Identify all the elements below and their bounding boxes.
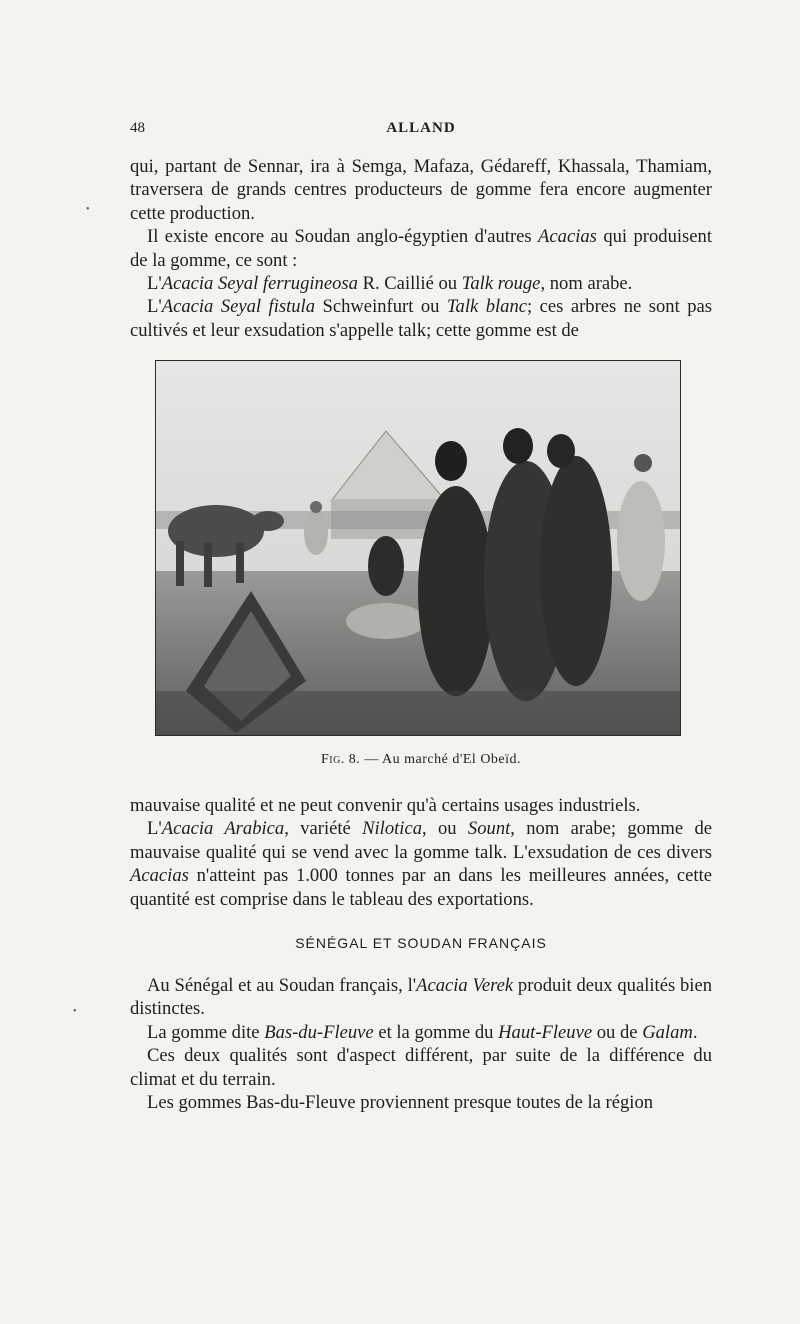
text-block-middle	[130, 794, 712, 911]
paragraph: Les gommes Bas-du-Fleuve proviennent presque toutes de la région	[147, 1092, 654, 1114]
paragraph: Ces deux qualités sont d'aspect différent, par suite de la différence du climat et du terrain.	[130, 1045, 712, 1090]
section-heading: SÉNÉGAL ET SOUDAN FRANÇAIS	[295, 935, 547, 951]
paragraph: qui, partant de Sennar, ira à Semga, Mafaza, Gédareff, Khassala, Thamiam, traversera de grands centres producteurs de gomme fera encore augmenter cette production.	[130, 156, 712, 224]
paragraph: L'Acacia Arabica, variété Nilotica, ou Sount, nom arabe; gomme de mauvaise qualité qui se vend avec la gomme talk. L'exsudation de ces divers Acacias n'atteint pas 1.000 tonnes par an dans les meilleures années, cette quantité est comprise dans le tableau des exportations.	[130, 818, 712, 910]
page-number: 48	[130, 120, 145, 136]
figure-caption-text: Au marché d'El Obeïd.	[382, 752, 522, 767]
paragraph: La gomme dite Bas-du-Fleuve et la gomme du Haut-Fleuve ou de Galam.	[147, 1021, 698, 1043]
paragraph: Au Sénégal et au Soudan français, l'Acacia Verek produit deux qualités bien distinctes.	[130, 975, 713, 1020]
paragraph: mauvaise qualité et ne peut convenir qu'à certains usages industriels.	[130, 795, 641, 816]
figure-caption: Fig. 8. — Au marché d'El Obeïd.	[320, 752, 522, 767]
paragraph: Il existe encore au Soudan anglo-égyptien d'autres Acacias qui produisent de la gomme, ce sont :	[130, 226, 712, 271]
text-block-bottom	[130, 974, 712, 1114]
page-header	[130, 120, 712, 142]
figure-label: Fig. 8.	[320, 752, 361, 767]
paragraph: L'Acacia Seyal ferrugineosa R. Caillié ou Talk rouge, nom arabe.	[147, 273, 633, 295]
margin-mark: •	[73, 1006, 77, 1017]
market-photograph	[155, 360, 681, 736]
market-photo-illustration	[156, 361, 680, 735]
margin-mark: •	[86, 204, 90, 215]
running-title: ALLAND	[386, 120, 456, 136]
paragraph: L'Acacia Seyal fistula Schweinfurt ou Talk blanc; ces arbres ne sont pas cultivés et leur exsudation s'appelle talk; cette gomme est de	[130, 296, 713, 341]
text-block-top	[130, 155, 712, 342]
